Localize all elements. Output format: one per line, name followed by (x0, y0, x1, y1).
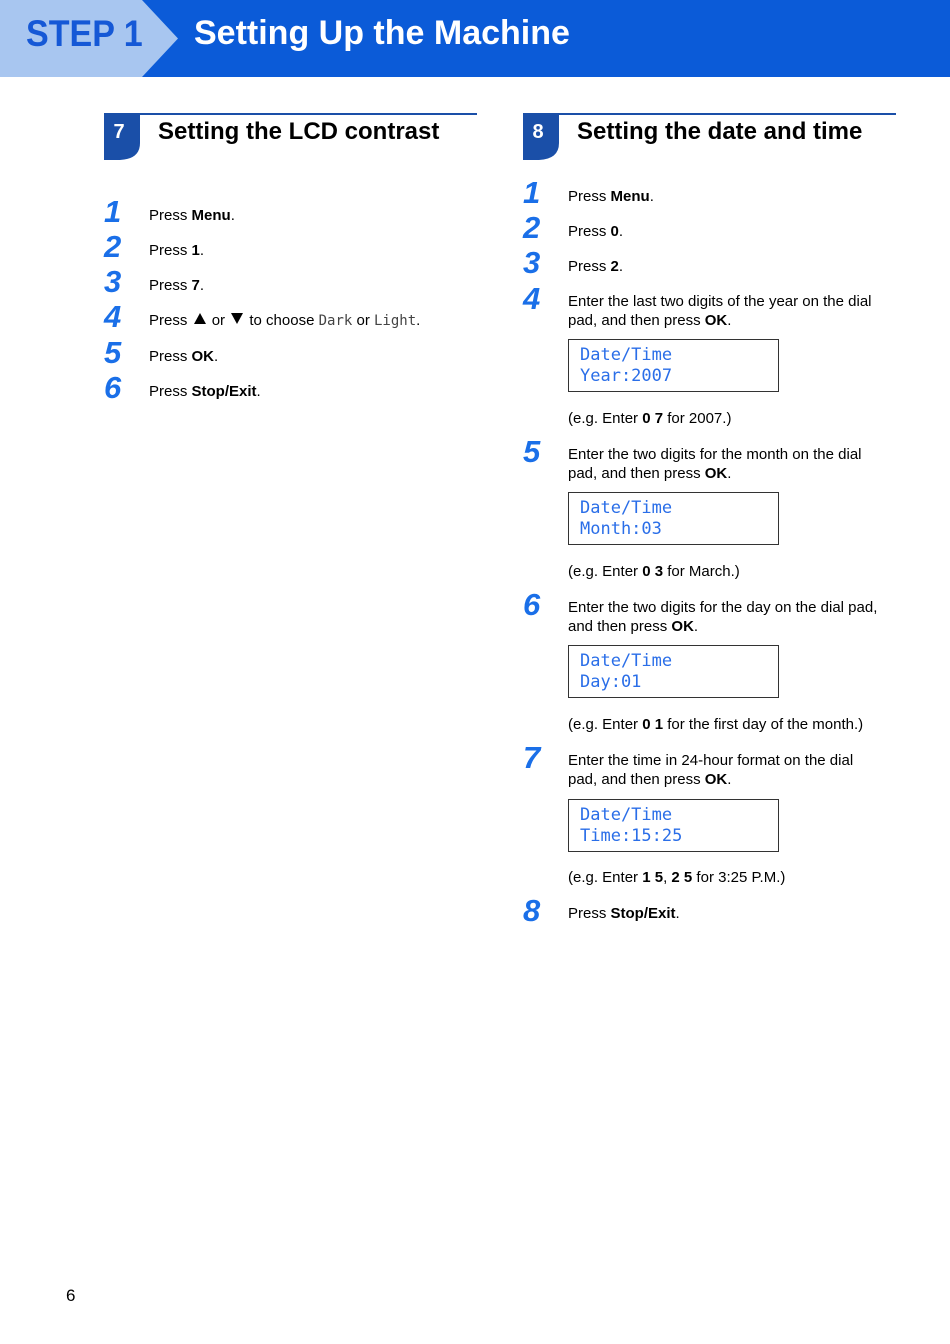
step-text: Press Menu. (149, 207, 235, 224)
example-note: (e.g. Enter 1 5, 2 5 for 3:25 P.M.) (568, 869, 786, 886)
step-text: Enter the time in 24-hour format on the dial pad, and then press OK. (568, 752, 854, 788)
section-number: 7 (113, 121, 125, 143)
step-text: Press 7. (149, 277, 205, 294)
step-number: 4 (523, 281, 541, 316)
step-number: 4 (104, 299, 122, 334)
step-number: 7 (523, 740, 541, 775)
step-number: 5 (104, 335, 122, 370)
step-text: Enter the two digits for the day on the dial pad, and then press OK. (568, 599, 878, 635)
step-number: 1 (523, 175, 541, 210)
step-number: 1 (104, 194, 122, 229)
section-rule (523, 113, 896, 115)
step-number: 2 (523, 210, 541, 245)
step-number: 3 (104, 264, 122, 299)
section-number: 8 (532, 121, 544, 143)
step-number: 6 (104, 370, 122, 405)
step-text: Press Menu. (568, 188, 654, 205)
lcd-display: Date/Time Day:01 (568, 645, 779, 698)
step-number: 2 (104, 229, 122, 264)
step-text: Press Stop/Exit. (149, 383, 261, 400)
step-text: Press Stop/Exit. (568, 905, 680, 922)
step-text: Enter the two digits for the month on the dial pad, and then press OK. (568, 446, 862, 482)
lcd-display: Date/Time Time:15:25 (568, 799, 779, 852)
step-label: STEP 1 (26, 13, 143, 54)
example-note: (e.g. Enter 0 1 for the first day of the month.) (568, 716, 864, 733)
page-number: 6 (66, 1286, 76, 1305)
section-title: Setting the date and time (577, 118, 863, 145)
lcd-display: Date/Time Year:2007 (568, 339, 779, 392)
step-number: 5 (523, 434, 541, 469)
example-note: (e.g. Enter 0 3 for March.) (568, 563, 740, 580)
lcd-display: Date/Time Month:03 (568, 492, 779, 545)
page-title: Setting Up the Machine (194, 14, 570, 52)
section-rule (104, 113, 477, 115)
step-text: Press OK. (149, 348, 219, 365)
example-note: (e.g. Enter 0 7 for 2007.) (568, 410, 732, 427)
step-number: 8 (523, 893, 541, 928)
step-text: Press 2. (568, 258, 624, 275)
step-text: Enter the last two digits of the year on the dial pad, and then press OK. (568, 293, 872, 329)
step-text: Press 0. (568, 223, 624, 240)
triangle-up-icon (194, 313, 206, 324)
step-number: 6 (523, 587, 541, 622)
step-text: Press 1. (149, 242, 205, 259)
triangle-down-icon (231, 313, 243, 324)
step-number: 3 (523, 245, 541, 280)
section-title: Setting the LCD contrast (158, 118, 440, 145)
step-text: Press or to choose Dark or Light. (149, 312, 421, 329)
